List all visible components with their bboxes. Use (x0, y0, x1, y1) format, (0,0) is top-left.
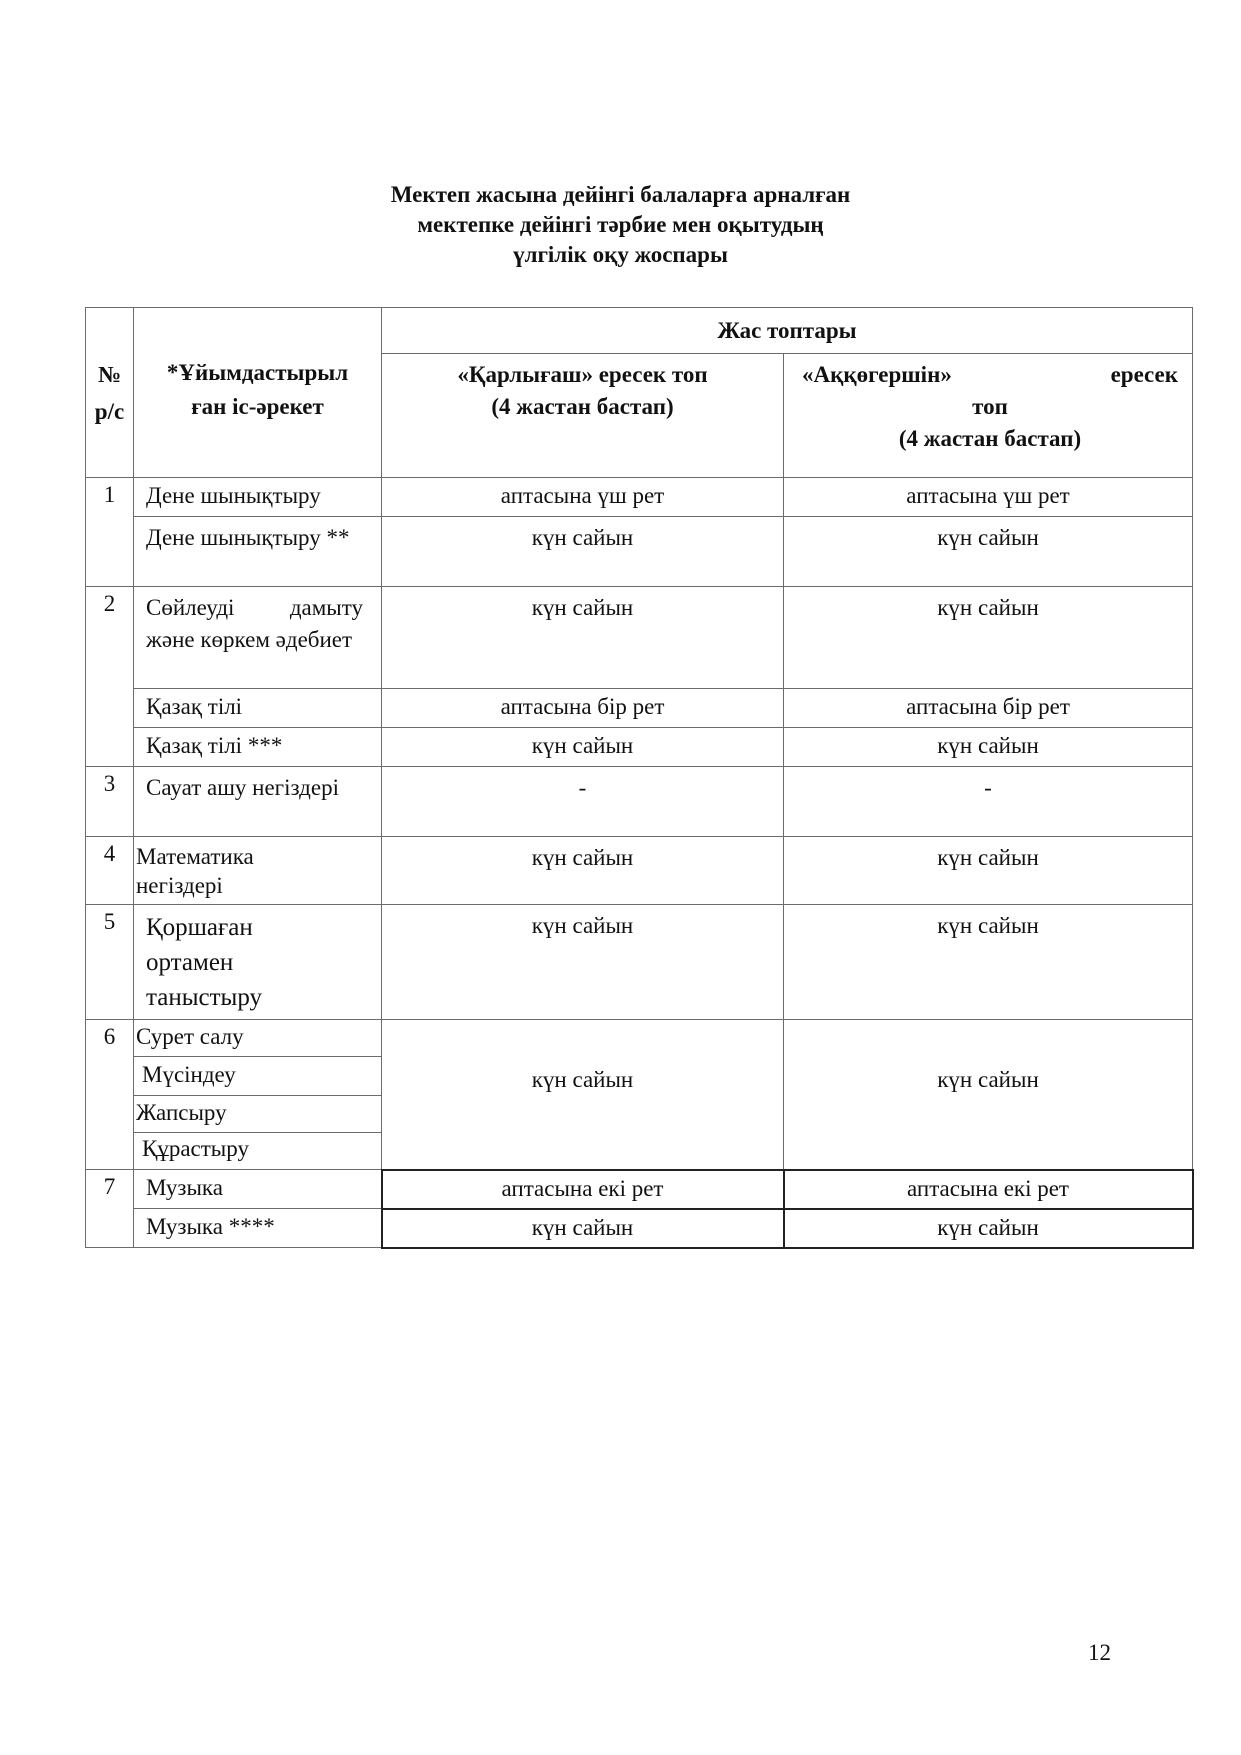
group2-cell: аптасына екі рет (784, 1170, 1193, 1209)
activity-cell: Дене шынықтыру ** (134, 517, 382, 587)
group1-cell: күн сайын (382, 587, 784, 689)
row-number: 6 (86, 1020, 134, 1170)
row-number: 2 (86, 587, 134, 767)
title-line-2: мектепке дейінгі тәрбие мен оқытудың (417, 212, 824, 237)
page-number: 12 (1088, 1640, 1111, 1665)
header-group-akkogershin: «Аққөгершін» ересек топ (4 жастан бастап) (784, 354, 1193, 478)
curriculum-table (85, 307, 1194, 1249)
group1-cell: аптасына екі рет (382, 1170, 784, 1209)
group1-cell: аптасына бір рет (382, 689, 784, 728)
activity-cell: Құрастыру (134, 1133, 382, 1170)
group2-cell: күн сайын (784, 517, 1193, 587)
title-line-3: үлгілік оқу жоспары (513, 242, 728, 267)
header-number: № р/с (86, 308, 134, 478)
table-row (86, 478, 1193, 517)
activity-cell: Қазақ тілі (134, 689, 382, 728)
group2-cell: күн сайын (784, 837, 1193, 905)
header-activity: *Ұйымдастырыл ған іс-әрекет (134, 308, 382, 478)
group2-cell: аптасына үш рет (784, 478, 1193, 517)
activity-cell: Мүсіндеу (134, 1057, 382, 1096)
header-group-karlygash: «Қарлығаш» ересек топ (4 жастан бастап) (382, 354, 784, 478)
page-title (0, 180, 1241, 270)
group1-cell: күн сайын (382, 1020, 784, 1170)
group1-cell: аптасына үш рет (382, 478, 784, 517)
table-row (86, 728, 1193, 767)
activity-cell: Сурет салу (134, 1020, 382, 1057)
row-number: 7 (86, 1170, 134, 1248)
group2-cell: күн сайын (784, 587, 1193, 689)
table-row (86, 905, 1193, 1020)
header-age-groups: Жас топтары (382, 308, 1193, 354)
table-row (86, 517, 1193, 587)
table-row (86, 689, 1193, 728)
activity-cell: Қоршаған ортамен таныстыру (134, 905, 382, 1020)
activity-cell: Дене шынықтыру (134, 478, 382, 517)
row-number: 1 (86, 478, 134, 587)
group1-cell: күн сайын (382, 1209, 784, 1248)
group2-cell: күн сайын (784, 1020, 1193, 1170)
table-row (86, 767, 1193, 837)
table-row (86, 837, 1193, 905)
group2-cell: - (784, 767, 1193, 837)
activity-cell: Сөйлеуді дамыту және көркем әдебиет (134, 587, 382, 689)
table-row (86, 587, 1193, 689)
table-row (86, 1020, 1193, 1057)
group2-cell: күн сайын (784, 1209, 1193, 1248)
group1-cell: күн сайын (382, 517, 784, 587)
activity-cell: Жапсыру (134, 1096, 382, 1133)
row-number: 4 (86, 837, 134, 905)
activity-cell: Қазақ тілі *** (134, 728, 382, 767)
table-header-row (86, 308, 1193, 354)
group1-cell: күн сайын (382, 905, 784, 1020)
row-number: 3 (86, 767, 134, 837)
title-line-1: Мектеп жасына дейінгі балаларға арналған (390, 182, 851, 207)
table-row (86, 1170, 1193, 1209)
activity-cell: Музыка (134, 1170, 382, 1209)
group2-cell: аптасына бір рет (784, 689, 1193, 728)
group1-cell: күн сайын (382, 837, 784, 905)
group1-cell: күн сайын (382, 728, 784, 767)
activity-cell: Сауат ашу негіздері (134, 767, 382, 837)
row-number: 5 (86, 905, 134, 1020)
activity-cell: Музыка **** (134, 1209, 382, 1248)
group2-cell: күн сайын (784, 905, 1193, 1020)
table-row (86, 1209, 1193, 1248)
activity-cell: Математика негіздері (134, 837, 382, 905)
group2-cell: күн сайын (784, 728, 1193, 767)
group1-cell: - (382, 767, 784, 837)
